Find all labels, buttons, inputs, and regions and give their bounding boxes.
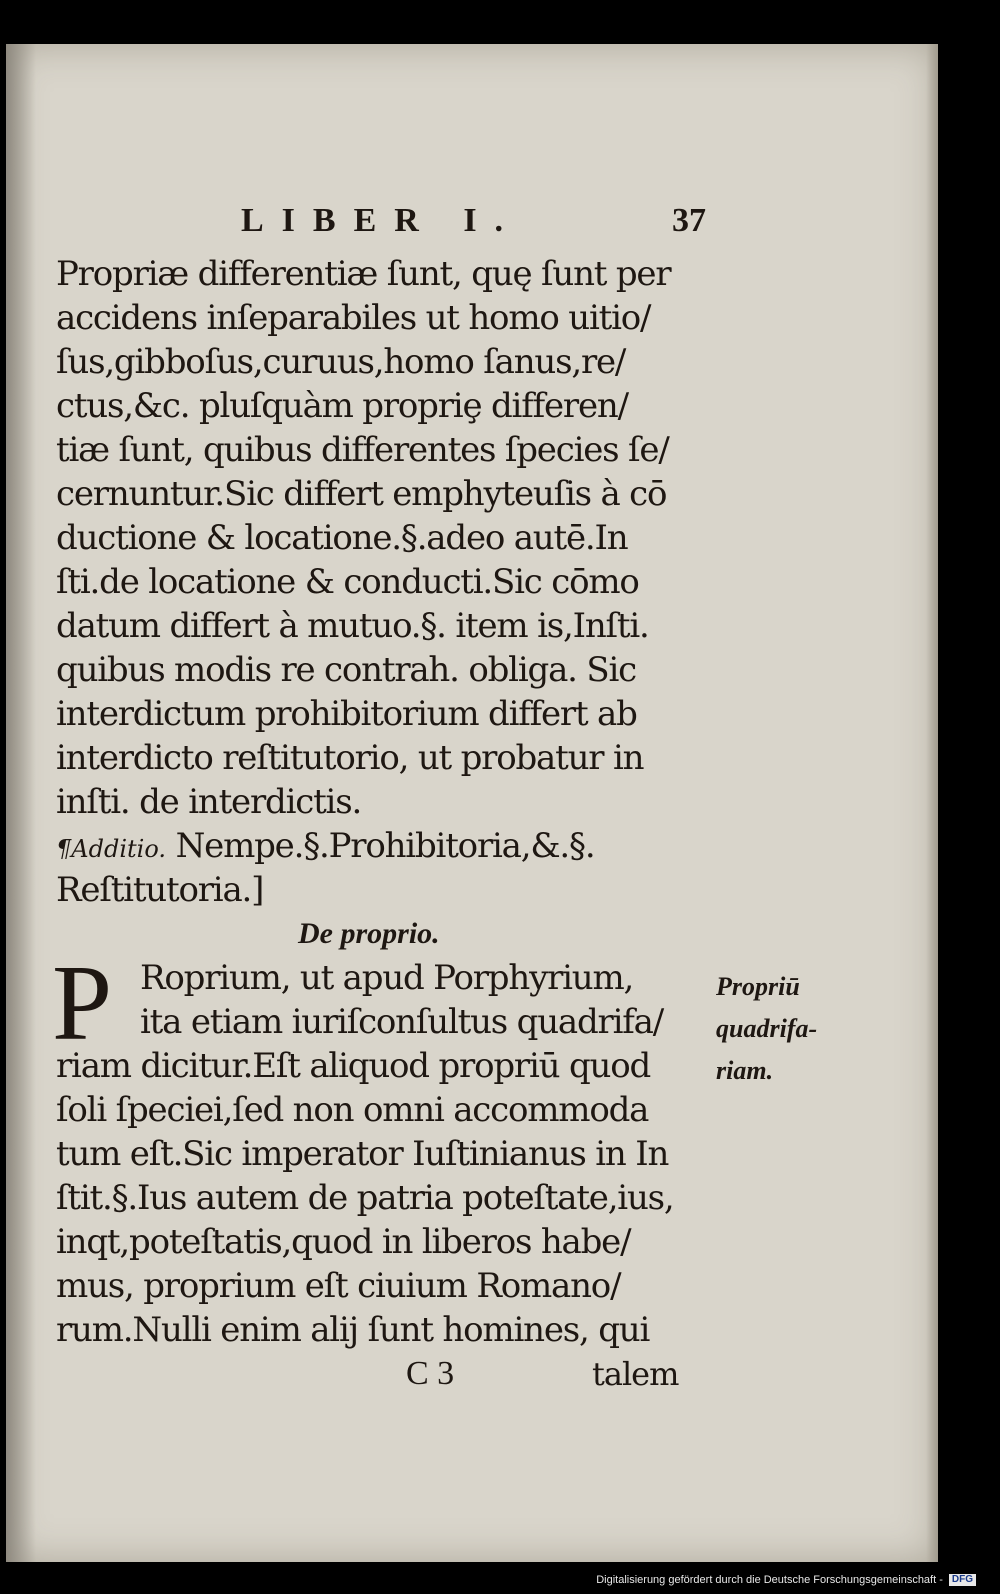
text-line: ſus,gibboſus,curuus,homo ſanus,re/ — [56, 342, 626, 382]
text-line: ita etiam iuriſconſultus quadrifa/ — [140, 1002, 663, 1042]
margin-note — [716, 966, 876, 1092]
margin-note-line: riam. — [716, 1056, 774, 1085]
paragraph-proprio — [52, 944, 706, 1352]
addition-line — [56, 824, 706, 868]
text-line: inqt,poteſtatis,quod in liberos habe/ — [56, 1222, 631, 1262]
text-line: accidens inſeparabiles ut homo uitio/ — [56, 298, 651, 338]
footer — [596, 1574, 976, 1586]
signature-mark: C 3 — [406, 1355, 455, 1392]
addition-text: Nempe.§.Prohibitoria,&.§. — [165, 826, 595, 866]
margin-note-line: quadrifa- — [716, 1014, 818, 1043]
text-line: Propriæ differentiæ ſunt, quę ſunt per — [56, 254, 671, 294]
drop-cap: P — [52, 944, 113, 1063]
text-line: ſti.de locatione & conducti.Sic cōmo — [56, 562, 639, 602]
signature-line — [56, 1352, 706, 1396]
funding-credit: Digitalisierung gefördert durch die Deutsche Forschungsgemeinschaft - — [596, 1574, 943, 1586]
text-line: tiæ ſunt, quibus differentes ſpecies ſe/ — [56, 430, 669, 470]
text-line: ſtit.§.Ius autem de patria poteſtate,ius, — [56, 1178, 674, 1218]
addition-label: ¶Additio. — [56, 835, 166, 863]
text-line: cernuntur.Sic differt emphyteuſis à cō — [56, 474, 667, 514]
text-line: interdicto reſtitutorio, ut probatur in — [56, 738, 644, 778]
text-line: rum.Nulli enim alij ſunt homines, qui — [56, 1310, 650, 1350]
text-line: ctus,&c. pluſquàm propriȩ differen/ — [56, 386, 628, 426]
section-heading: De proprio. — [298, 917, 440, 950]
page-number: 37 — [672, 202, 706, 239]
margin-note-line: Propriū — [716, 972, 800, 1001]
text-line: mus, proprium eſt ciuium Romano/ — [56, 1266, 621, 1306]
text-line: riam dicitur.Eſt aliquod propriū quod — [56, 1046, 651, 1086]
catchword: talem — [592, 1355, 679, 1393]
text-line: tum eſt.Sic imperator Iuſtinianus in In — [56, 1134, 669, 1174]
main-text — [52, 252, 706, 1396]
page-header — [6, 202, 938, 242]
running-head: LIBER I. — [241, 202, 522, 239]
text-line: ſoli ſpeciei,ſed non omni accommoda — [56, 1090, 649, 1130]
text-line: Roprium, ut apud Porphyrium, — [140, 958, 634, 998]
text-line: inſti. de interdictis. — [56, 782, 362, 822]
text-line: interdictum prohibitorium differt ab — [56, 694, 637, 734]
addition-end: Reſtitutoria.] — [56, 870, 264, 910]
book-page — [6, 44, 938, 1562]
text-line: ductione & locatione.§.adeo autē.In — [56, 518, 628, 558]
text-line: datum differt à mutuo.§. item is,Inſti. — [56, 606, 649, 646]
text-line: quibus modis re contrah. obliga. Sic — [56, 650, 636, 690]
dfg-logo: DFG — [949, 1574, 976, 1586]
